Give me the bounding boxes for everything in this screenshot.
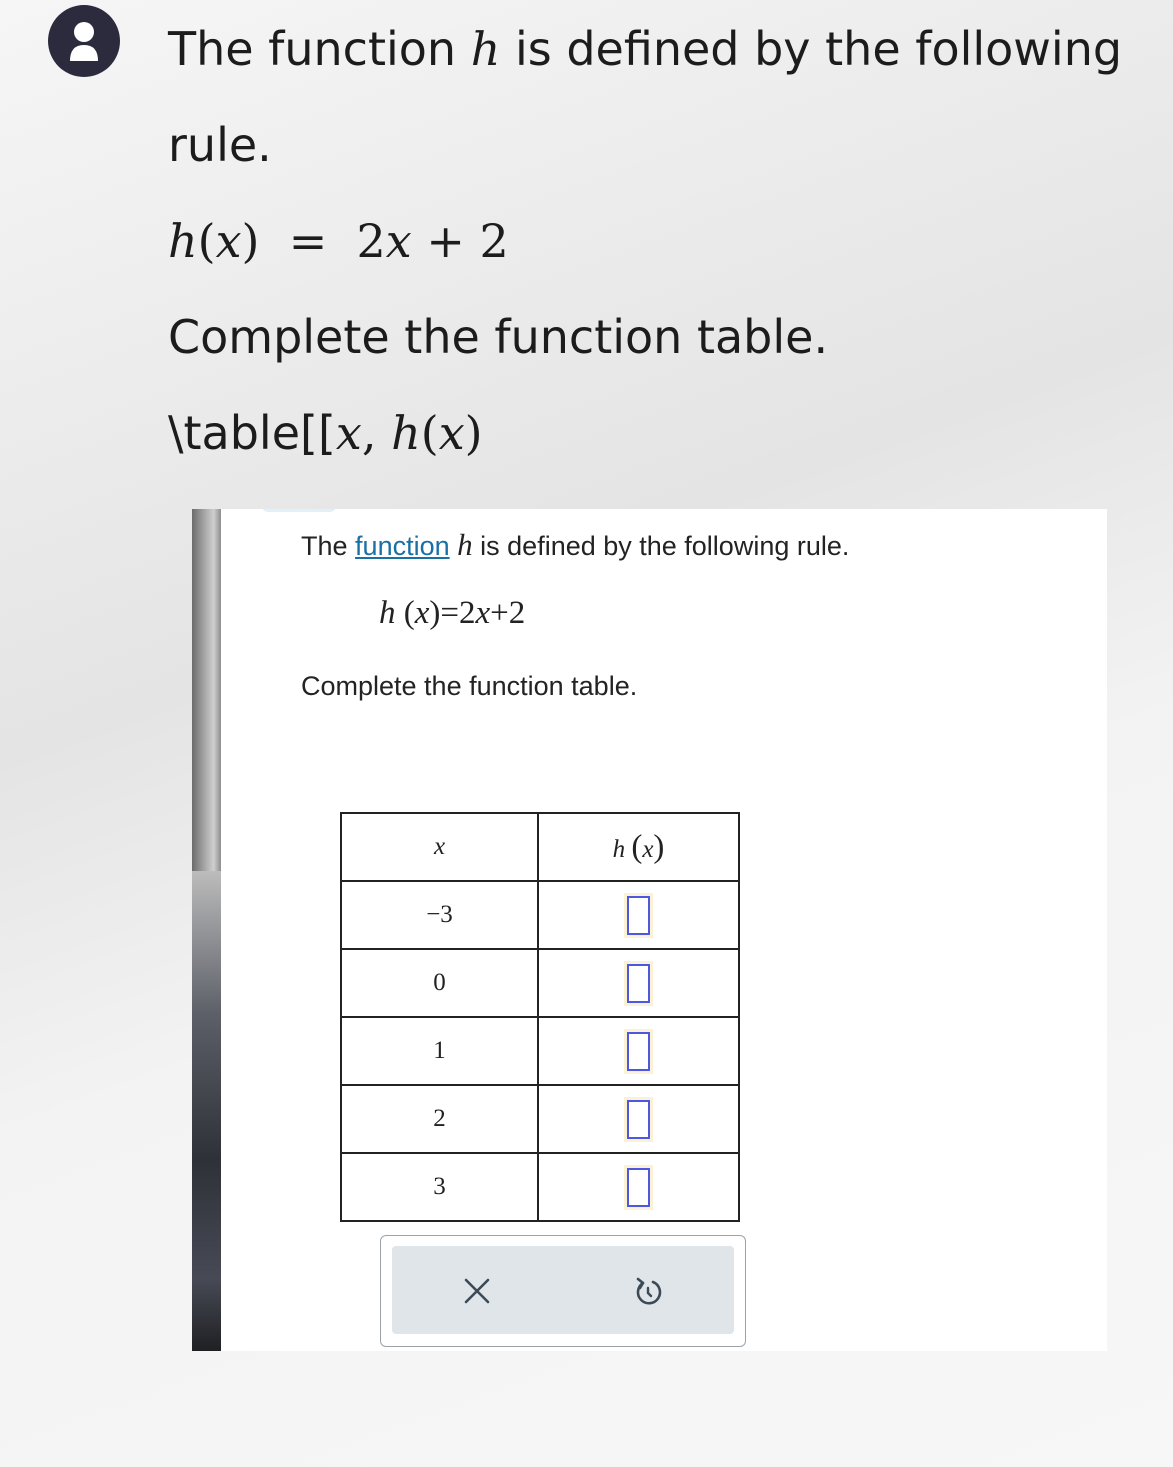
problem-instruction: Complete the function table.: [301, 671, 638, 701]
x-value: −3: [341, 881, 538, 949]
answer-input[interactable]: [627, 1032, 650, 1071]
hx-answer-cell: [538, 949, 739, 1017]
x-value: 2: [341, 1085, 538, 1153]
header-x: x: [341, 813, 538, 881]
hx-answer-cell: [538, 1017, 739, 1085]
avatar[interactable]: [48, 5, 120, 77]
question-formula: h(x) = 2x + 2: [168, 214, 509, 268]
function-table: [340, 812, 740, 1222]
problem-formula: h (x)=2x+2: [379, 595, 526, 631]
x-value: 0: [341, 949, 538, 1017]
hx-answer-cell: [538, 1153, 739, 1221]
embedded-screenshot: [192, 509, 1107, 1351]
clear-button[interactable]: [460, 1274, 494, 1308]
answer-input[interactable]: [627, 964, 650, 1003]
hx-answer-cell: [538, 1085, 739, 1153]
x-value: 1: [341, 1017, 538, 1085]
answer-input[interactable]: [627, 896, 650, 935]
table-header-row: [341, 813, 739, 881]
question-line-1: The function h is defined by the following: [168, 22, 1123, 76]
sidebar-strip: [192, 509, 221, 1351]
hx-answer-cell: [538, 881, 739, 949]
table-row: [341, 881, 739, 949]
table-row: [341, 1085, 739, 1153]
question-line-2: rule.: [168, 118, 272, 172]
question-table-markup: \table[[x, h(x): [168, 406, 483, 460]
user-icon: [48, 5, 120, 77]
answer-input[interactable]: [627, 1168, 650, 1207]
problem-intro: The function h is defined by the following rule.: [301, 527, 850, 562]
close-icon: [460, 1274, 494, 1308]
answer-tools-panel: [380, 1235, 746, 1347]
table-row: [341, 1153, 739, 1221]
table-row: [341, 1017, 739, 1085]
header-hx: h (x): [538, 813, 739, 881]
x-value: 3: [341, 1153, 538, 1221]
table-row: [341, 949, 739, 1017]
function-link[interactable]: function: [355, 531, 450, 561]
answer-input[interactable]: [627, 1100, 650, 1139]
top-tab: [262, 509, 336, 512]
question-instruction: Complete the function table.: [168, 310, 829, 364]
reset-icon: [631, 1274, 665, 1308]
reset-button[interactable]: [631, 1274, 665, 1308]
